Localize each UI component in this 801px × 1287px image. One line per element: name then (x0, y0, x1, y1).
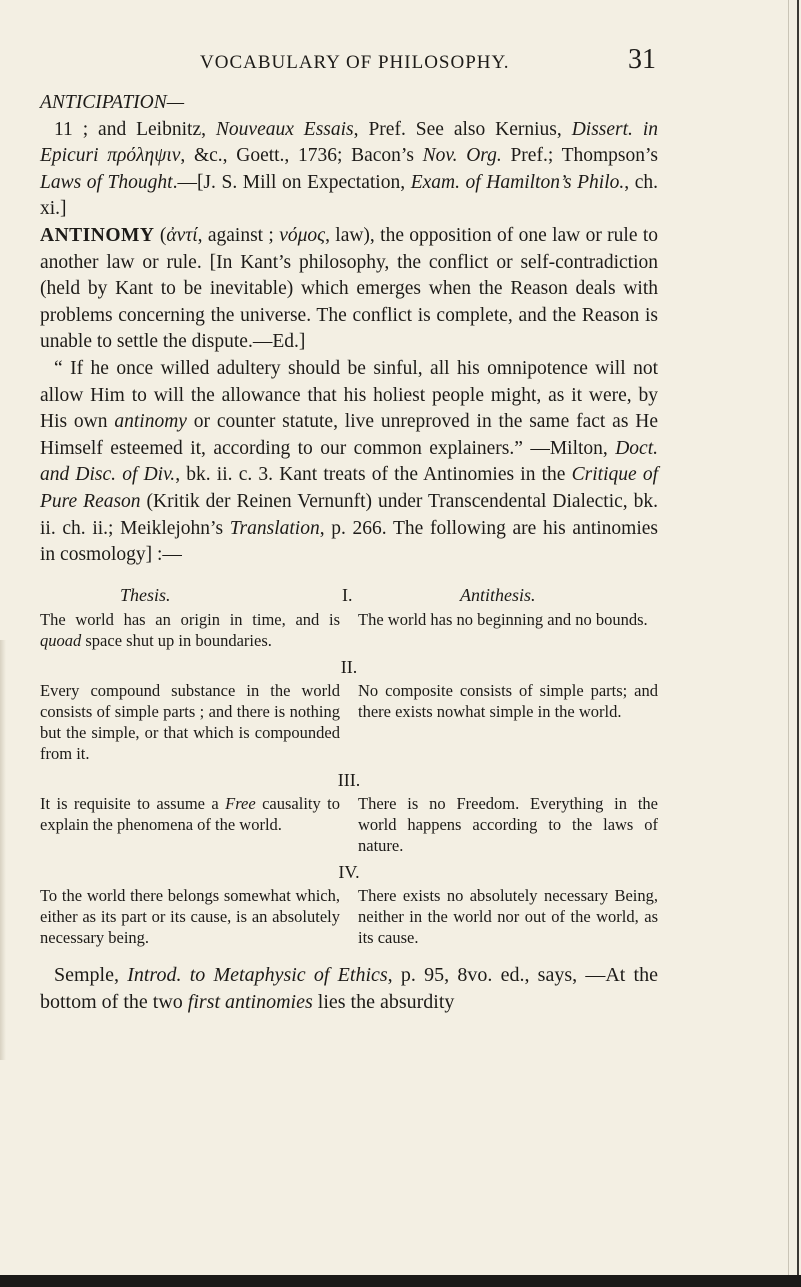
entry-antinomy (40, 223, 658, 356)
running-title: VOCABULARY OF PHILOSOPHY. (200, 52, 510, 73)
title-ref: Nov. (422, 145, 458, 167)
table-header (40, 585, 658, 609)
entry-anticipation-heading (40, 90, 658, 117)
text-run: , p. 95, 8vo. ed., says, —At the bottom of the two (40, 963, 658, 1013)
thesis-cell: Every compound substance in the world consists of simple parts ; and there is nothing but the simple, or that which is compounded from it. (40, 680, 340, 763)
emphasis: antinomy (114, 411, 187, 433)
thesis-label: Thesis. (120, 584, 171, 605)
text-run: Semple, (54, 963, 128, 986)
text-run: space shut up in boundaries. (81, 630, 272, 650)
page-body (40, 90, 658, 1036)
text-run: , ch. xi.] (40, 171, 659, 220)
row-numeral: II. (340, 656, 358, 677)
antinomy-quotation (40, 356, 658, 569)
page-number: 31 (628, 44, 656, 75)
table-row (40, 885, 658, 948)
title-ref: Doct. and Disc. of Div. (40, 437, 658, 486)
title-ref: Dissert. in Epicuri (40, 118, 659, 167)
emphasis: Free (225, 793, 256, 813)
text-run: causality to explain the phenomena of the world. (40, 793, 340, 834)
title-ref: Introd. to Metaphysic of Ethics (127, 963, 388, 986)
text-run: The world has an origin in time, and is (40, 609, 340, 629)
anticipation-heading: ANTICIPATION— (40, 92, 185, 113)
text-run: .—[J. S. Mill on (172, 171, 302, 193)
title-ref: Laws of Thought (40, 171, 173, 193)
title-ref: Org. (466, 145, 502, 167)
semple-paragraph (40, 962, 658, 1016)
antithesis-cell: No composite consists of simple parts; and there exists nowhat simple in the world. (358, 680, 658, 721)
text-run: It is requisite to assume a (40, 793, 226, 813)
text-run: , p. 266. The following are his antinomies in cosmology] :— (40, 517, 658, 566)
text-run: Pref.; Thompson’s (501, 145, 659, 167)
table-row (40, 793, 658, 856)
greek-word: πρόληψιν (107, 145, 181, 167)
text-run: , law), the opposition of one law or rule to another law or rule. [In Kant’s philosophy, the conflict or self-contradiction (held by Kant to be inevitable) which emerges when the Reason deals with problems concerning the universe. The conflict is complete, and the Reason is unable to settle the dispute.—Ed.] (40, 224, 658, 353)
page-edge-faint-line (788, 0, 789, 1287)
row-numeral: IV. (338, 861, 360, 882)
antinomies-table (40, 585, 658, 948)
text-run: , against ; (197, 224, 280, 246)
antithesis-cell: The world has no beginning and no bounds. (358, 609, 648, 629)
antithesis-label: Antithesis. (460, 584, 536, 605)
title-ref: Nouveaux Essais (215, 118, 354, 140)
text-run: (Kritik der Reinen Vernunft) under Transcendental Dialectic, bk. ii. ch. ii.; Meiklejohn’s (40, 490, 658, 539)
text-run: , &c., Goett., 1736; Bacon’s (180, 145, 423, 167)
page-bottom-edge (0, 1275, 801, 1287)
text-run: “ If he once willed adultery should be sinful, all his omnipotence will not allow Him to will the allowance that his holiest people might, as it were, by His own (40, 357, 658, 433)
emphasis: quoad (40, 630, 82, 650)
greek-word: ἀντί (166, 224, 198, 246)
title-ref: Critique of Pure Reason (40, 464, 658, 512)
antithesis-cell: There exists no absolutely necessary Being, neither in the world nor out of the world, as its cause. (358, 885, 658, 947)
title-ref: Exam. of Hamilton’s Philo. (410, 171, 625, 193)
text-run: lies the absurdity (312, 990, 455, 1013)
table-row (40, 680, 658, 764)
text-run: , Pref. See also Kernius, (353, 118, 562, 140)
text-run: , bk. ii. c. 3. Kant treats of the Antinomies in the (175, 464, 572, 486)
entry-antinomy-heading: ANTINOMY (40, 224, 155, 246)
text-run: ( (154, 224, 167, 246)
thesis-cell (40, 793, 340, 856)
thesis-cell: To the world there belongs somewhat which, either as its part or its cause, is an absolutely necessary being. (40, 885, 340, 947)
entry-anticipation-text (40, 117, 658, 223)
greek-word: νόμος (279, 224, 326, 246)
table-row (40, 609, 658, 651)
antithesis-cell: There is no Freedom. Everything in the world happens according to the laws of nature. (358, 793, 658, 855)
thesis-cell (40, 609, 340, 651)
page-header (40, 44, 656, 80)
text-run: or counter statute, live unreproved in the same fact as He Himself esteemed it, according to our common explainers.” —Milton, (40, 411, 658, 459)
emphasis: first antinomies (187, 990, 313, 1013)
text-run: Expectation, (307, 171, 411, 193)
title-ref: Translation (229, 517, 320, 539)
page-edge-line (797, 0, 799, 1287)
row-numeral: I. (342, 584, 353, 605)
text-run: 11 ; and Leibnitz, (54, 118, 216, 140)
page-edge-shadow (0, 640, 6, 1060)
row-numeral: III. (337, 769, 361, 790)
